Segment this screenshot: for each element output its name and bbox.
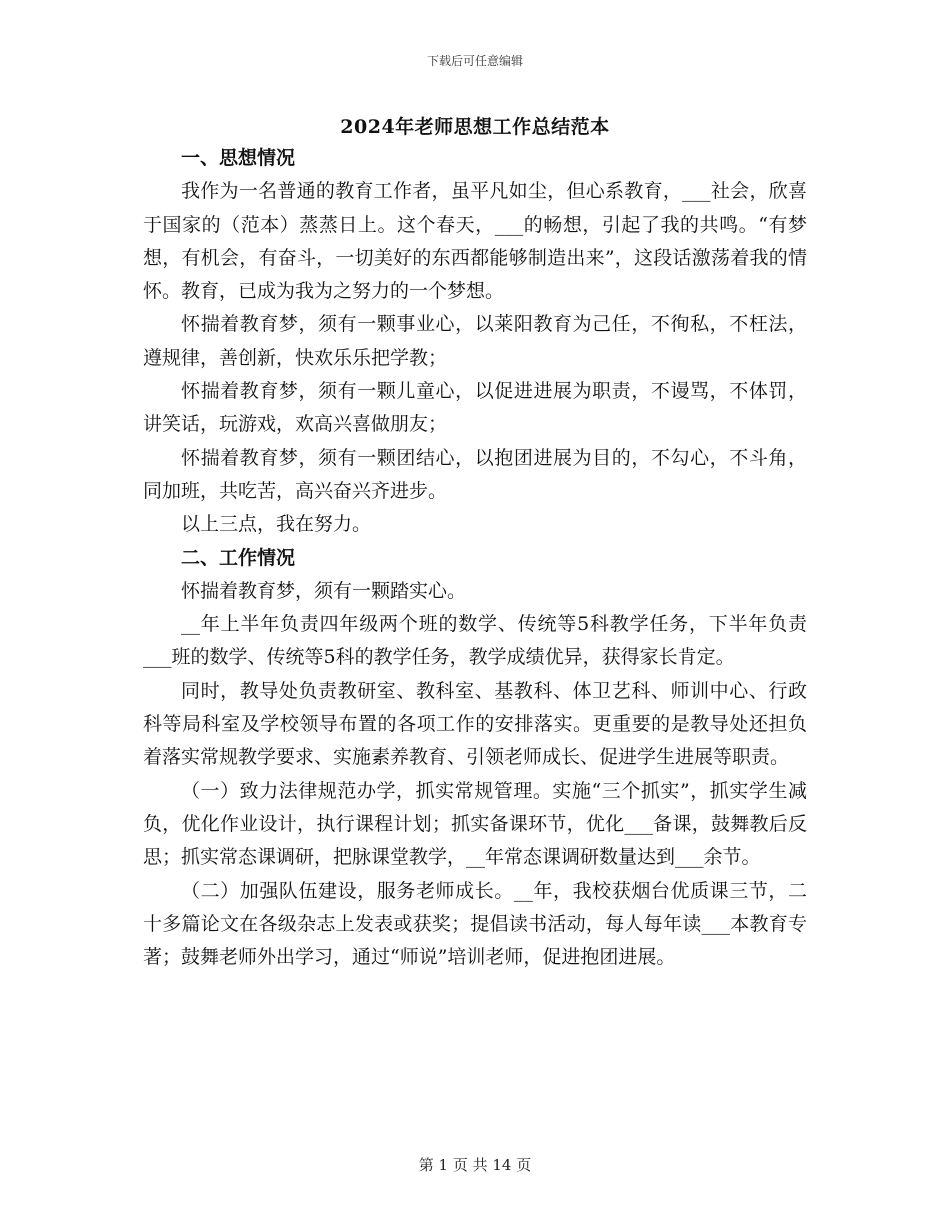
section-heading-2: 二、工作情况 [181,546,296,569]
header-note: 下载后可任意编辑 [426,54,523,68]
document-title: 2024年老师思想工作总结范本 [340,116,610,138]
paragraph: 怀揣着教育梦，须有一颗事业心，以莱阳教育为己任，不徇私，不枉法，遵规律，善创新，快欢乐乐把学教； [143,313,807,369]
paragraph: 怀揣着教育梦，须有一颗儿童心，以促进进展为职责，不谩骂，不体罚，讲笑话，玩游戏，欢高兴喜做朋友； [143,380,807,436]
section-heading-1: 一、思想情况 [181,147,296,169]
paragraph: 怀揣着教育梦，须有一颗踏实心。 [181,579,467,602]
paragraph: 我作为一名普通的教育工作者，虽平凡如尘，但心系教育，___社会，欣喜于国家的（范本）蒸蒸日上。这个春天，___的畅想，引起了我的共鸣。“有梦想，有机会，有奋斗，一切美好的东西都能够制造出来”，这段话激荡着我的情怀。教育，已成为我为之努力的一个梦想。 [143,180,807,303]
document-body [143,142,807,974]
paragraph: 同时，教导处负责教研室、教科室、基教科、体卫艺科、师训中心、行政科等局科室及学校领导布置的各项工作的安排落实。更重要的是教导处还担负着落实常规教学要求、实施素养教育、引领老师成长、促进学生进展等职责。 [143,679,807,769]
paragraph: 怀揣着教育梦，须有一颗团结心，以抱团进展为目的，不勾心，不斗角，同加班，共吃苦，高兴奋兴齐进步。 [143,446,807,502]
page-number-footer: 第 1 页 共 14 页 [418,1156,532,1174]
paragraph: （一）致力法律规范办学，抓实常规管理。实施“三个抓实”，抓实学生减负，优化作业设计，执行课程计划；抓实备课环节，优化___备课，鼓舞教后反思；抓实常态课调研，把脉课堂教学，__年常态课调研数量达到___余节。 [143,779,807,869]
paragraph: __年上半年负责四年级两个班的数学、传统等5科教学任务，下半年负责___班的数学、传统等5科的教学任务，教学成绩优异，获得家长肯定。 [143,613,807,669]
paragraph: （二）加强队伍建设，服务老师成长。__年，我校获烟台优质课三节，二十多篇论文在各级杂志上发表或获奖；提倡读书活动，每人每年读___本教育专著；鼓舞老师外出学习，通过“师说”培训老师，促进抱团进展。 [143,879,807,969]
paragraph: 以上三点，我在努力。 [181,513,372,536]
